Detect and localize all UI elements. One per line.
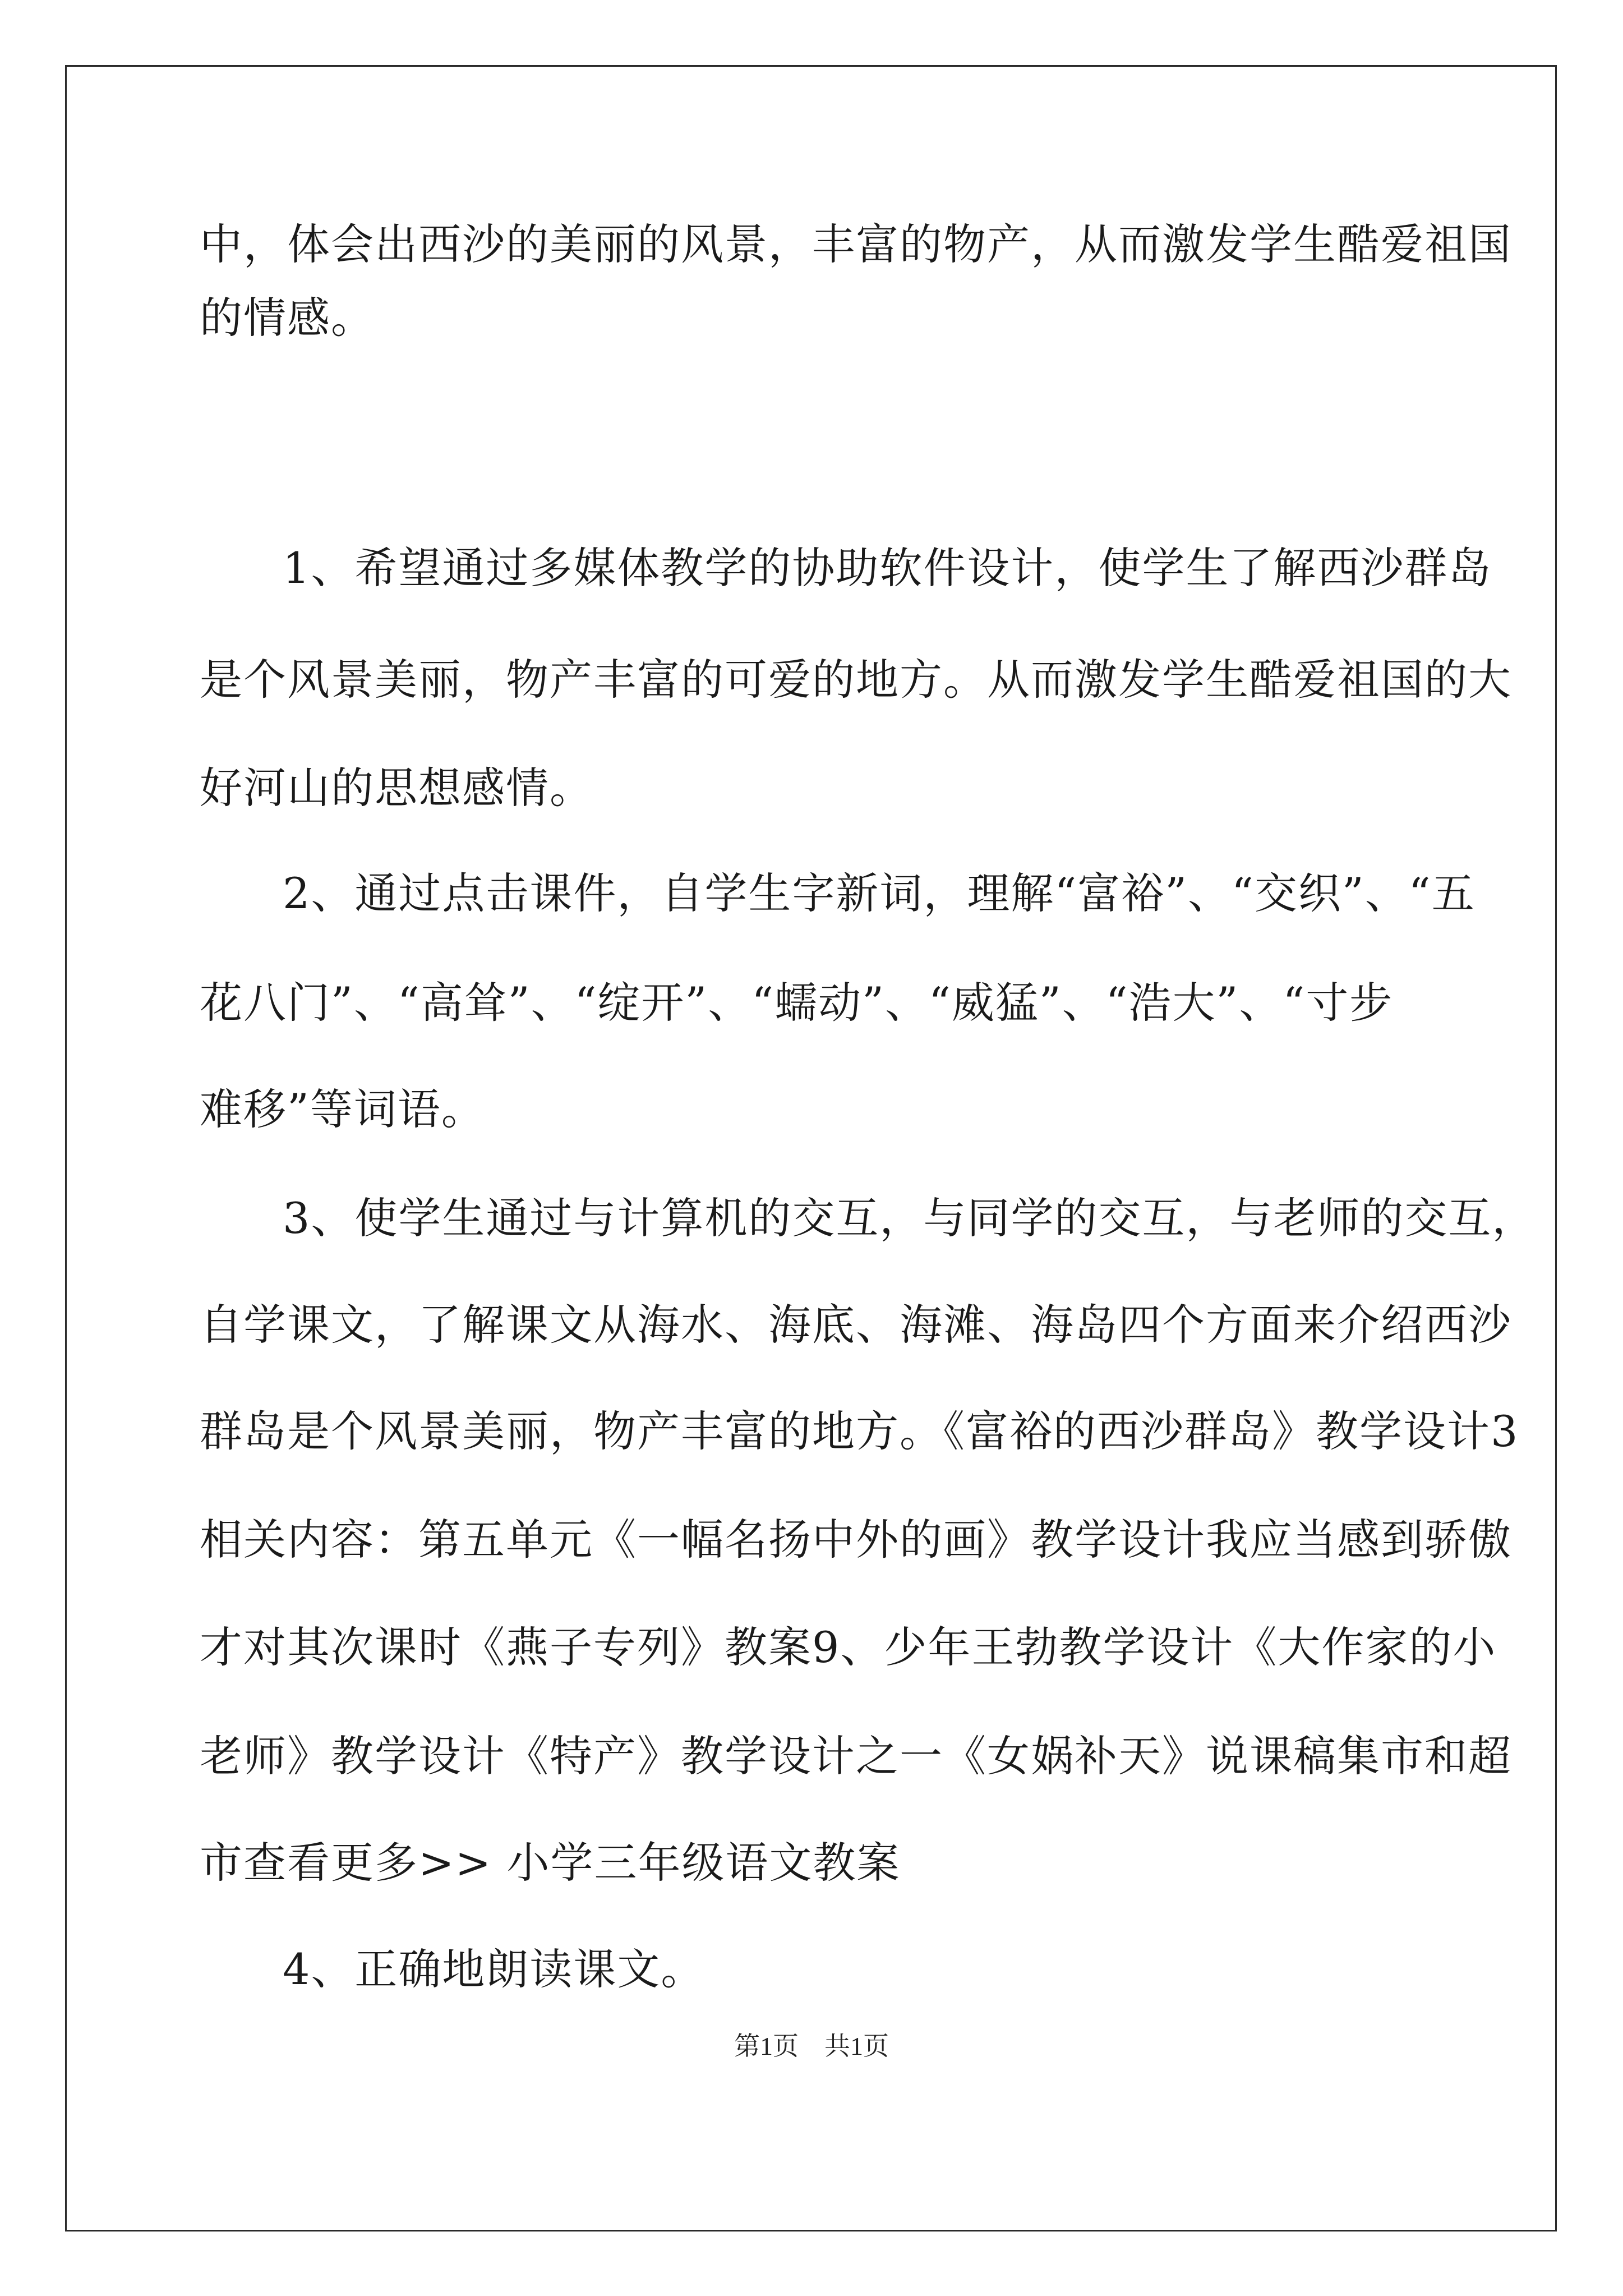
text-line: 难移”等词语。 [200, 1084, 485, 1134]
text-line: 市查看更多>> 小学三年级语文教案 [200, 1838, 901, 1888]
text-line: 的情感。 [200, 293, 375, 343]
text-line: 4、正确地朗读课文。 [283, 1944, 705, 1994]
text-line: 1、希望通过多媒体教学的协助软件设计，使学生了解西沙群岛 [283, 543, 1492, 593]
text-line: 好河山的思想感情。 [200, 763, 593, 813]
text-line: 老师》教学设计《特产》教学设计之一《女娲补天》说课稿集市和超 [200, 1731, 1512, 1781]
page-number-footer: 第1页 共1页 [734, 2032, 889, 2060]
text-line: 自学课文，了解课文从海水、海底、海滩、海岛四个方面来介绍西沙 [200, 1300, 1512, 1350]
text-line: 3、使学生通过与计算机的交互，与同学的交互，与老师的交互， [283, 1193, 1536, 1243]
text-line: 是个风景美丽，物产丰富的可爱的地方。从而激发学生酷爱祖国的大 [200, 655, 1512, 705]
text-line: 花八门”、“高耸”、“绽开”、“蠕动”、“威猛”、“浩大”、“寸步 [200, 978, 1394, 1028]
page-border [65, 65, 1557, 2231]
text-line: 相关内容：第五单元《一幅名扬中外的画》教学设计我应当感到骄傲 [200, 1515, 1512, 1565]
text-line: 群岛是个风景美丽，物产丰富的地方。《富裕的西沙群岛》教学设计3 [200, 1406, 1519, 1456]
text-line: 中，体会出西沙的美丽的风景，丰富的物产，从而激发学生酷爱祖国 [200, 219, 1512, 269]
text-line: 才对其次课时《燕子专列》教案9、少年王勃教学设计《大作家的小 [200, 1622, 1497, 1672]
text-line: 2、通过点击课件，自学生字新词，理解“富裕”、“交织”、“五 [283, 868, 1476, 918]
